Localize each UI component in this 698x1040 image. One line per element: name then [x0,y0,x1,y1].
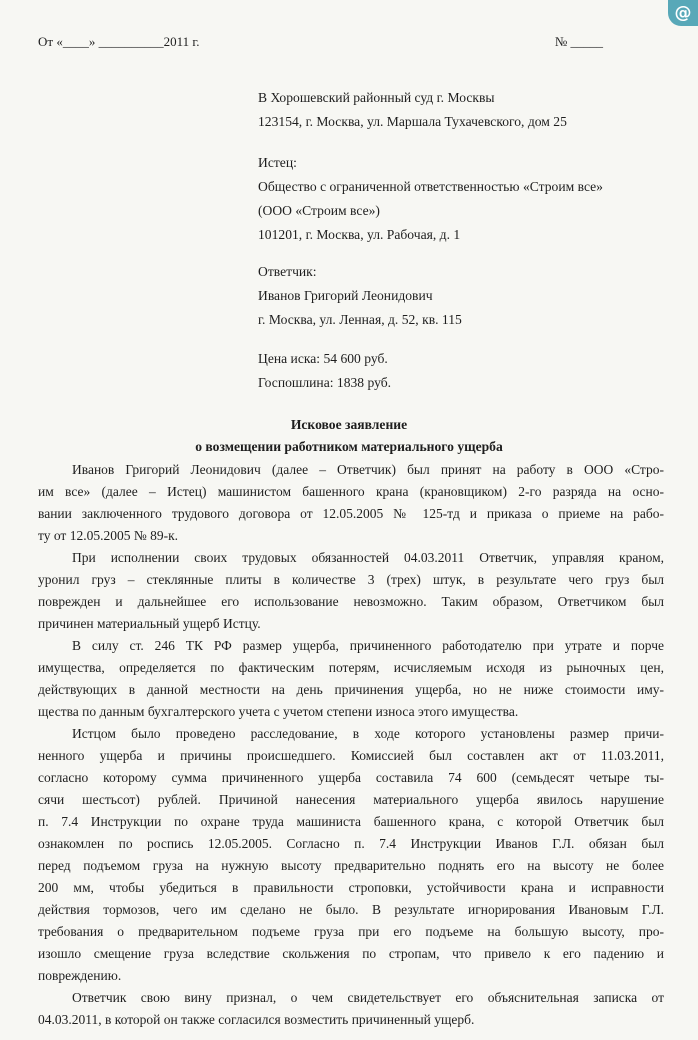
body-line: согласно которому сумма причиненного ущерба составила 74 600 (семьдесят четыре ты- [38,770,664,785]
body-line: причинен материальный ущерб Истцу. [38,616,261,631]
body-line: При исполнении своих трудовых обязанностей 04.03.2011 Ответчик, управляя краном, [72,550,664,565]
defendant-name: Иванов Григорий Леонидович [258,288,433,303]
site-logo-icon[interactable] [668,0,698,26]
claim-block [258,347,391,395]
state-fee: Госпошлина: 1838 руб. [258,375,392,390]
logo-glyph: @ [674,3,692,23]
body-line: 200 мм, чтобы убедиться в правильности строповки, устойчивости крана и исправности [38,880,664,895]
plaintiff-address: 101201, г. Москва, ул. Рабочая, д. 1 [258,227,461,242]
body-line: ненного ущерба и причины происшедшего. Комиссией был составлен акт от 11.03.2011, [38,748,664,763]
document-body [38,459,664,1031]
court-address-block [258,86,567,134]
body-line: действия тормозов, чего им сделано не было. В результате игнорирования Ивановым Г.Л. [38,902,664,917]
title-line-1: Исковое заявление [290,417,408,432]
body-line: Иванов Григорий Леонидович (далее – Ответчик) был принят на работу в ООО «Стро- [72,462,664,477]
document-title [0,414,698,458]
body-line: 04.03.2011, в которой он также согласился возместить причиненный ущерб. [38,1012,475,1027]
claim-price: Цена иска: 54 600 руб. [258,351,388,366]
body-line: перед подъемом груза на нужную высоту предварительно поднять его на высоту не более [38,858,664,873]
body-line: им все» (далее – Истец) машинистом башенного крана (крановщиком) 2-го разряда на осно- [38,484,664,499]
body-paragraph [38,459,664,547]
body-line: уронил груз – стеклянные плиты в количестве 3 (трех) штук, в результате чего груз был [38,572,664,587]
body-line: сячи шестьсот) рублей. Причиной нанесения материального ущерба явилось нарушение [38,792,664,807]
body-line: вании заключенного трудового договора от 12.05.2005 № 125-тд и приказа о приеме на рабо- [38,506,664,521]
body-paragraph [38,723,664,987]
court-name: В Хорошевский районный суд г. Москвы [258,90,495,105]
body-line: Ответчик свою вину признал, о чем свидетельствует его объяснительная записка от [72,990,664,1005]
body-line: требования о предварительном подъеме груза при его подъеме на большую высоту, про- [38,924,664,939]
body-line: имущества, определяется по фактическим потерям, исчисляемым исходя из рыночных цен, [38,660,664,675]
plaintiff-short-name: (ООО «Строим все») [258,203,380,218]
body-line: ознакомлен по роспись 12.05.2005. Согласно п. 7.4 Инструкции Иванов Г.Л. обязан был [38,836,664,851]
defendant-label: Ответчик: [258,264,317,279]
body-line: В силу ст. 246 ТК РФ размер ущерба, причиненного работодателю при утрате и порче [72,638,664,653]
title-line-2: о возмещении работником материального ущерба [195,439,503,454]
body-line: поврежден и дальнейшее его использование невозможно. Таким образом, Ответчиком был [38,594,664,609]
court-address: 123154, г. Москва, ул. Маршала Тухачевского, дом 25 [258,114,567,129]
plaintiff-block [258,151,603,247]
plaintiff-label: Истец: [258,155,297,170]
body-line: Истцом было проведено расследование, в ходе которого установлены размер причи- [72,726,664,741]
date-line: От «____» __________2011 г. [38,34,200,49]
body-line: ту от 12.05.2005 № 89-к. [38,528,179,543]
plaintiff-name: Общество с ограниченной ответственностью «Строим все» [258,179,603,194]
body-line: повреждению. [38,968,122,983]
body-paragraph [38,987,664,1031]
body-paragraph [38,547,664,635]
defendant-block [258,260,462,332]
body-paragraph [38,635,664,723]
body-line: щества по данным бухгалтерского учета с учетом степени износа этого имущества. [38,704,519,719]
body-line: действующих в данной местности на день причинения ущерба, но не ниже стоимости иму- [38,682,664,697]
body-line: п. 7.4 Инструкции по охране труда машиниста башенного крана, с которой Ответчик был [38,814,664,829]
defendant-address: г. Москва, ул. Ленная, д. 52, кв. 115 [258,312,462,327]
body-line: изошло смещение груза вследствие скольжения по стропам, что привело к его падению и [38,946,664,961]
document-number: № _____ [554,34,603,49]
